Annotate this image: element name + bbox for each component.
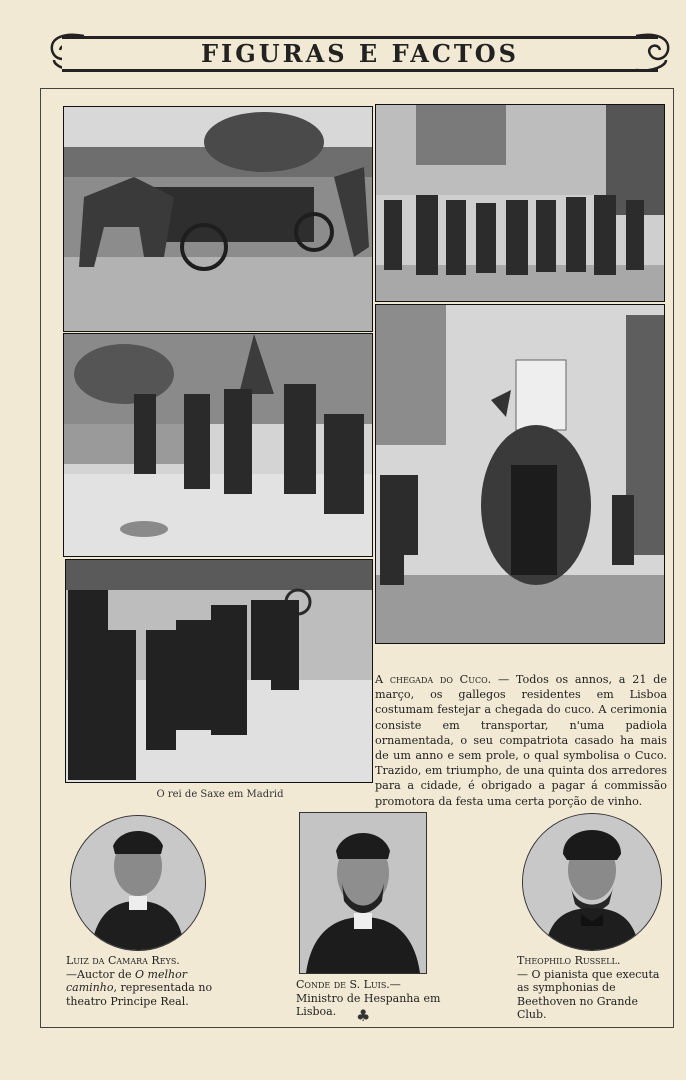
article-cuco	[375, 672, 667, 809]
portrait-text: —Ministro de Hespanha em Lisboa.	[296, 978, 441, 1018]
photo-cuco	[375, 304, 665, 644]
caption-camara-reys	[66, 954, 216, 1008]
photo-crowd	[65, 559, 373, 783]
portrait-text: —Auctor de	[66, 967, 136, 981]
portrait-text-2: , representada no theatro Principe Real.	[66, 981, 213, 1008]
photo-group	[375, 104, 665, 302]
article-body: — Todos os annos, a 21 de março, os gallegos residentes em Lisboa costumam festejar a chegada do cuco. A cerimonia consiste em transportar, n'uma padiola ornamentada, o seu compatriota casado ha mais de um anno e sem prole, o qual symbolisa o Cuco. Trazido, em triumpho, de una quinta dos arredores para a cidade, é obrigado a pagar á commissão promotora da festa uma certa porção de vinho.	[375, 673, 668, 808]
article-lead: A chegada do Cuco.	[375, 673, 492, 686]
photo-carriage	[63, 106, 373, 332]
caption-king: O rei de Saxe em Madrid	[156, 789, 284, 800]
portrait-name: Luiz da Camara Reys.	[66, 954, 180, 967]
portrait-camara-reys	[70, 815, 206, 951]
banner	[44, 22, 676, 78]
portrait-theophilo-russell	[522, 813, 662, 951]
portrait-name: Conde de S. Luis.	[296, 978, 390, 991]
portrait-conde-s-luis	[299, 812, 427, 974]
caption-theophilo-russell	[517, 954, 667, 1022]
portrait-text: — O pianista que executa as symphonias de Beethoven no Grande Club.	[517, 967, 660, 1021]
page-title: FIGURAS E FACTOS	[200, 39, 520, 68]
portrait-name: Theophilo Russell.	[517, 954, 621, 967]
photo-walk	[63, 333, 373, 557]
portrait-play-title: O melhor caminho	[66, 967, 187, 994]
scroll-ornament-right-icon	[628, 26, 676, 74]
caption-conde-s-luis	[296, 978, 446, 1019]
clover-ornament-icon: ♣	[356, 1006, 371, 1025]
